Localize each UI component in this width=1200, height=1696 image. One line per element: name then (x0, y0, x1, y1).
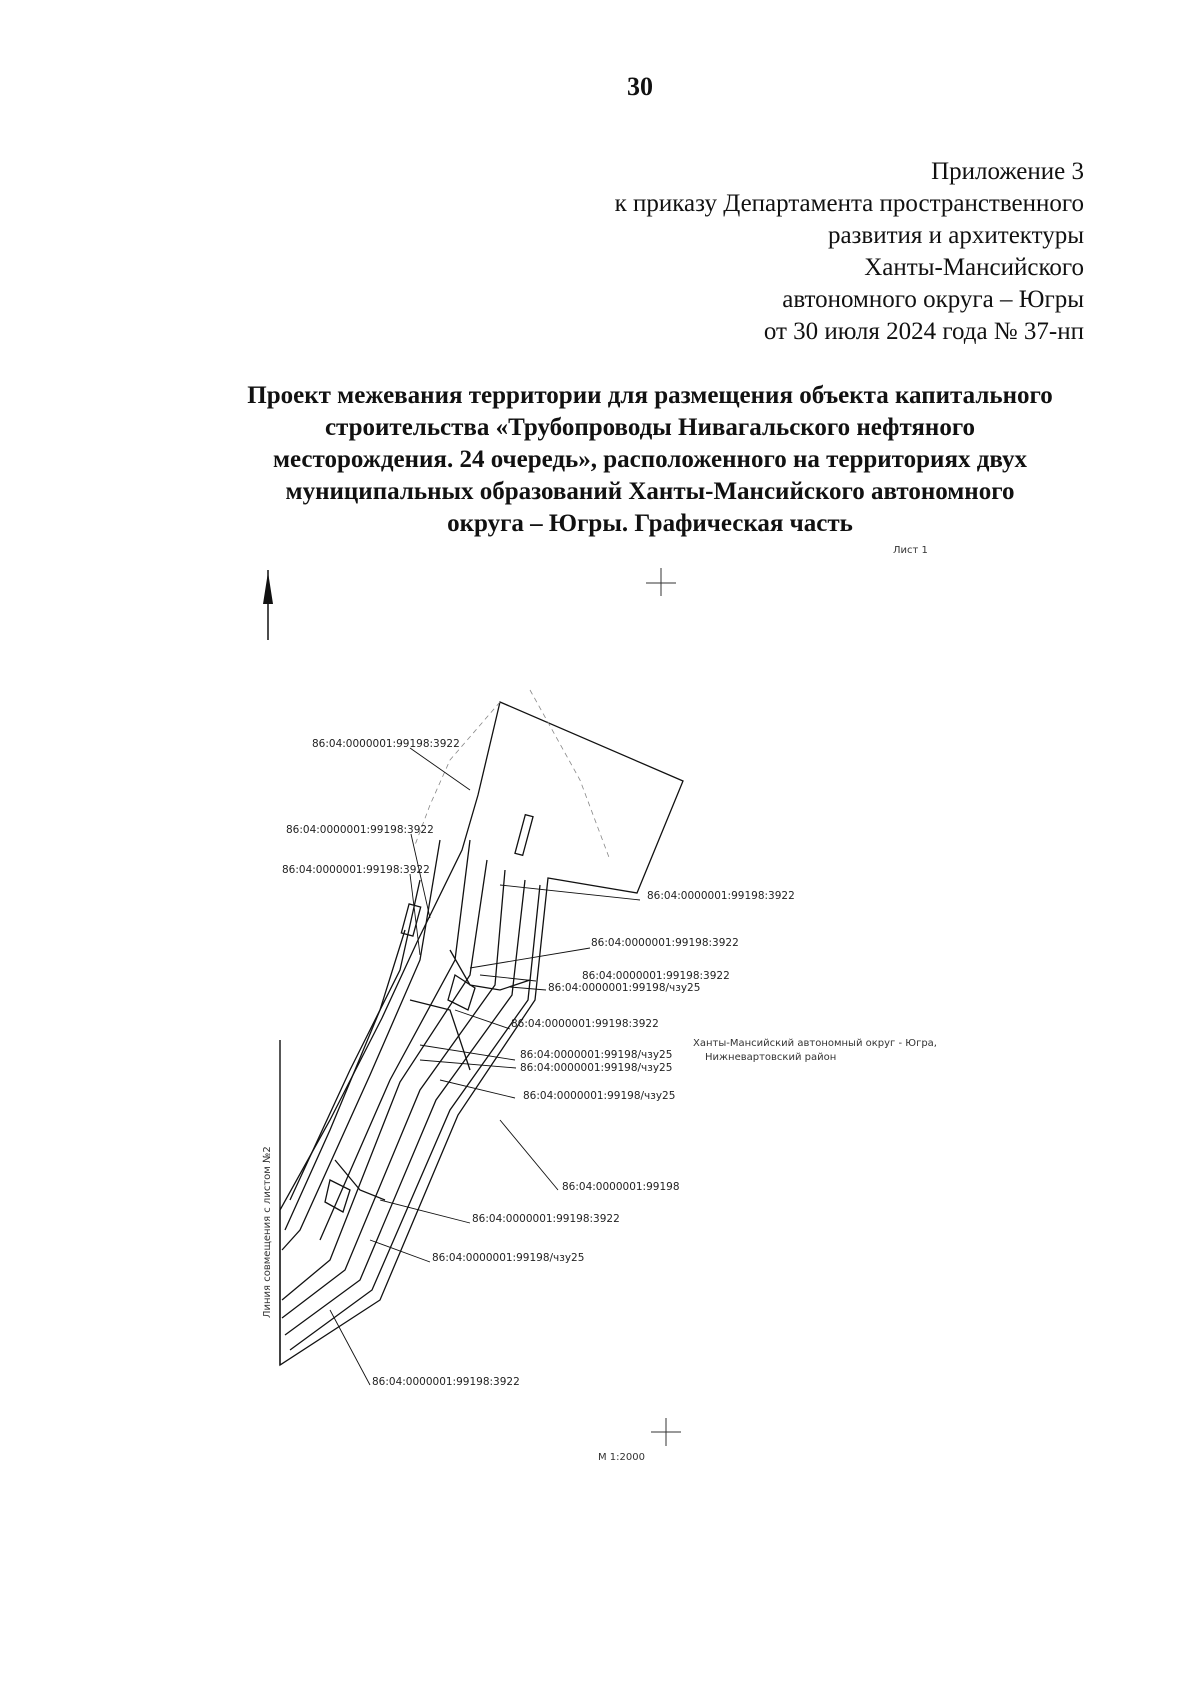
title-line: Проект межевания территории для размещения объекта капитального (247, 382, 1053, 409)
region-label: Ханты-Мансийский автономный округ - Югра, (693, 1038, 937, 1049)
parcel-label: 86:04:0000001:99198/чзу25 (548, 982, 701, 994)
corridor-line (335, 1160, 385, 1200)
alignment-line-label: Линия совмещения с листом №2 (262, 1146, 273, 1318)
appendix-line: Ханты-Мансийского (864, 254, 1084, 281)
north-arrow-icon (263, 570, 273, 640)
title-line: округа – Югры. Графическая часть (447, 510, 853, 537)
parcel-label: 86:04:0000001:99198:3922 (511, 1018, 659, 1030)
parcel-label: 86:04:0000001:99198 (562, 1181, 680, 1193)
title-line: муниципальных образований Ханты-Мансийского автономного (285, 478, 1015, 505)
corridor-line (450, 950, 530, 990)
corridor-line (290, 880, 420, 1200)
parcel-label: 86:04:0000001:99198/чзу25 (520, 1062, 673, 1074)
parcel-label: 86:04:0000001:99198:3922 (286, 824, 434, 836)
appendix-line: развития и архитектуры (827, 222, 1084, 249)
parcel-label: 86:04:0000001:99198/чзу25 (432, 1252, 585, 1264)
title-line: строительства «Трубопроводы Нивагальского нефтяного (324, 414, 976, 441)
sheet-label: Лист 1 (893, 545, 928, 556)
appendix-line: к приказу Департамента пространственного (614, 190, 1084, 217)
region-label: Нижневартовский район (705, 1052, 837, 1063)
appendix-line: автономного округа – Югры (782, 286, 1084, 313)
page-number: 30 (627, 72, 653, 101)
parcel-outline (515, 815, 533, 856)
parcel-label: 86:04:0000001:99198:3922 (591, 937, 739, 949)
parcel-boundaries (280, 702, 683, 1365)
parcel-label: 86:04:0000001:99198:3922 (372, 1376, 520, 1388)
appendix-line: от 30 июля 2024 года № 37-нп (763, 318, 1084, 345)
parcel-label: 86:04:0000001:99198/чзу25 (520, 1049, 673, 1061)
parcel-label: 86:04:0000001:99198:3922 (312, 738, 460, 750)
corridor-line (282, 860, 487, 1300)
parcel-label: 86:04:0000001:99198:3922 (582, 970, 730, 982)
title-line: месторождения. 24 очередь», расположенного на территориях двух (272, 446, 1028, 473)
parcel-outline (325, 1180, 350, 1212)
parcel-outline (280, 702, 683, 1365)
scale-label: М 1:2000 (598, 1452, 645, 1463)
registration-cross (651, 1418, 681, 1446)
parcel-label: 86:04:0000001:99198:3922 (647, 890, 795, 902)
registration-cross (646, 568, 676, 596)
appendix-line: Приложение 3 (931, 158, 1084, 185)
corridor-line (320, 840, 470, 1240)
dashed-boundary (415, 690, 610, 860)
parcel-label: 86:04:0000001:99198:3922 (282, 864, 430, 876)
parcel-label: 86:04:0000001:99198:3922 (472, 1213, 620, 1225)
parcel-outline (448, 975, 475, 1010)
parcel-label: 86:04:0000001:99198/чзу25 (523, 1090, 676, 1102)
corridor-line (410, 1000, 470, 1070)
